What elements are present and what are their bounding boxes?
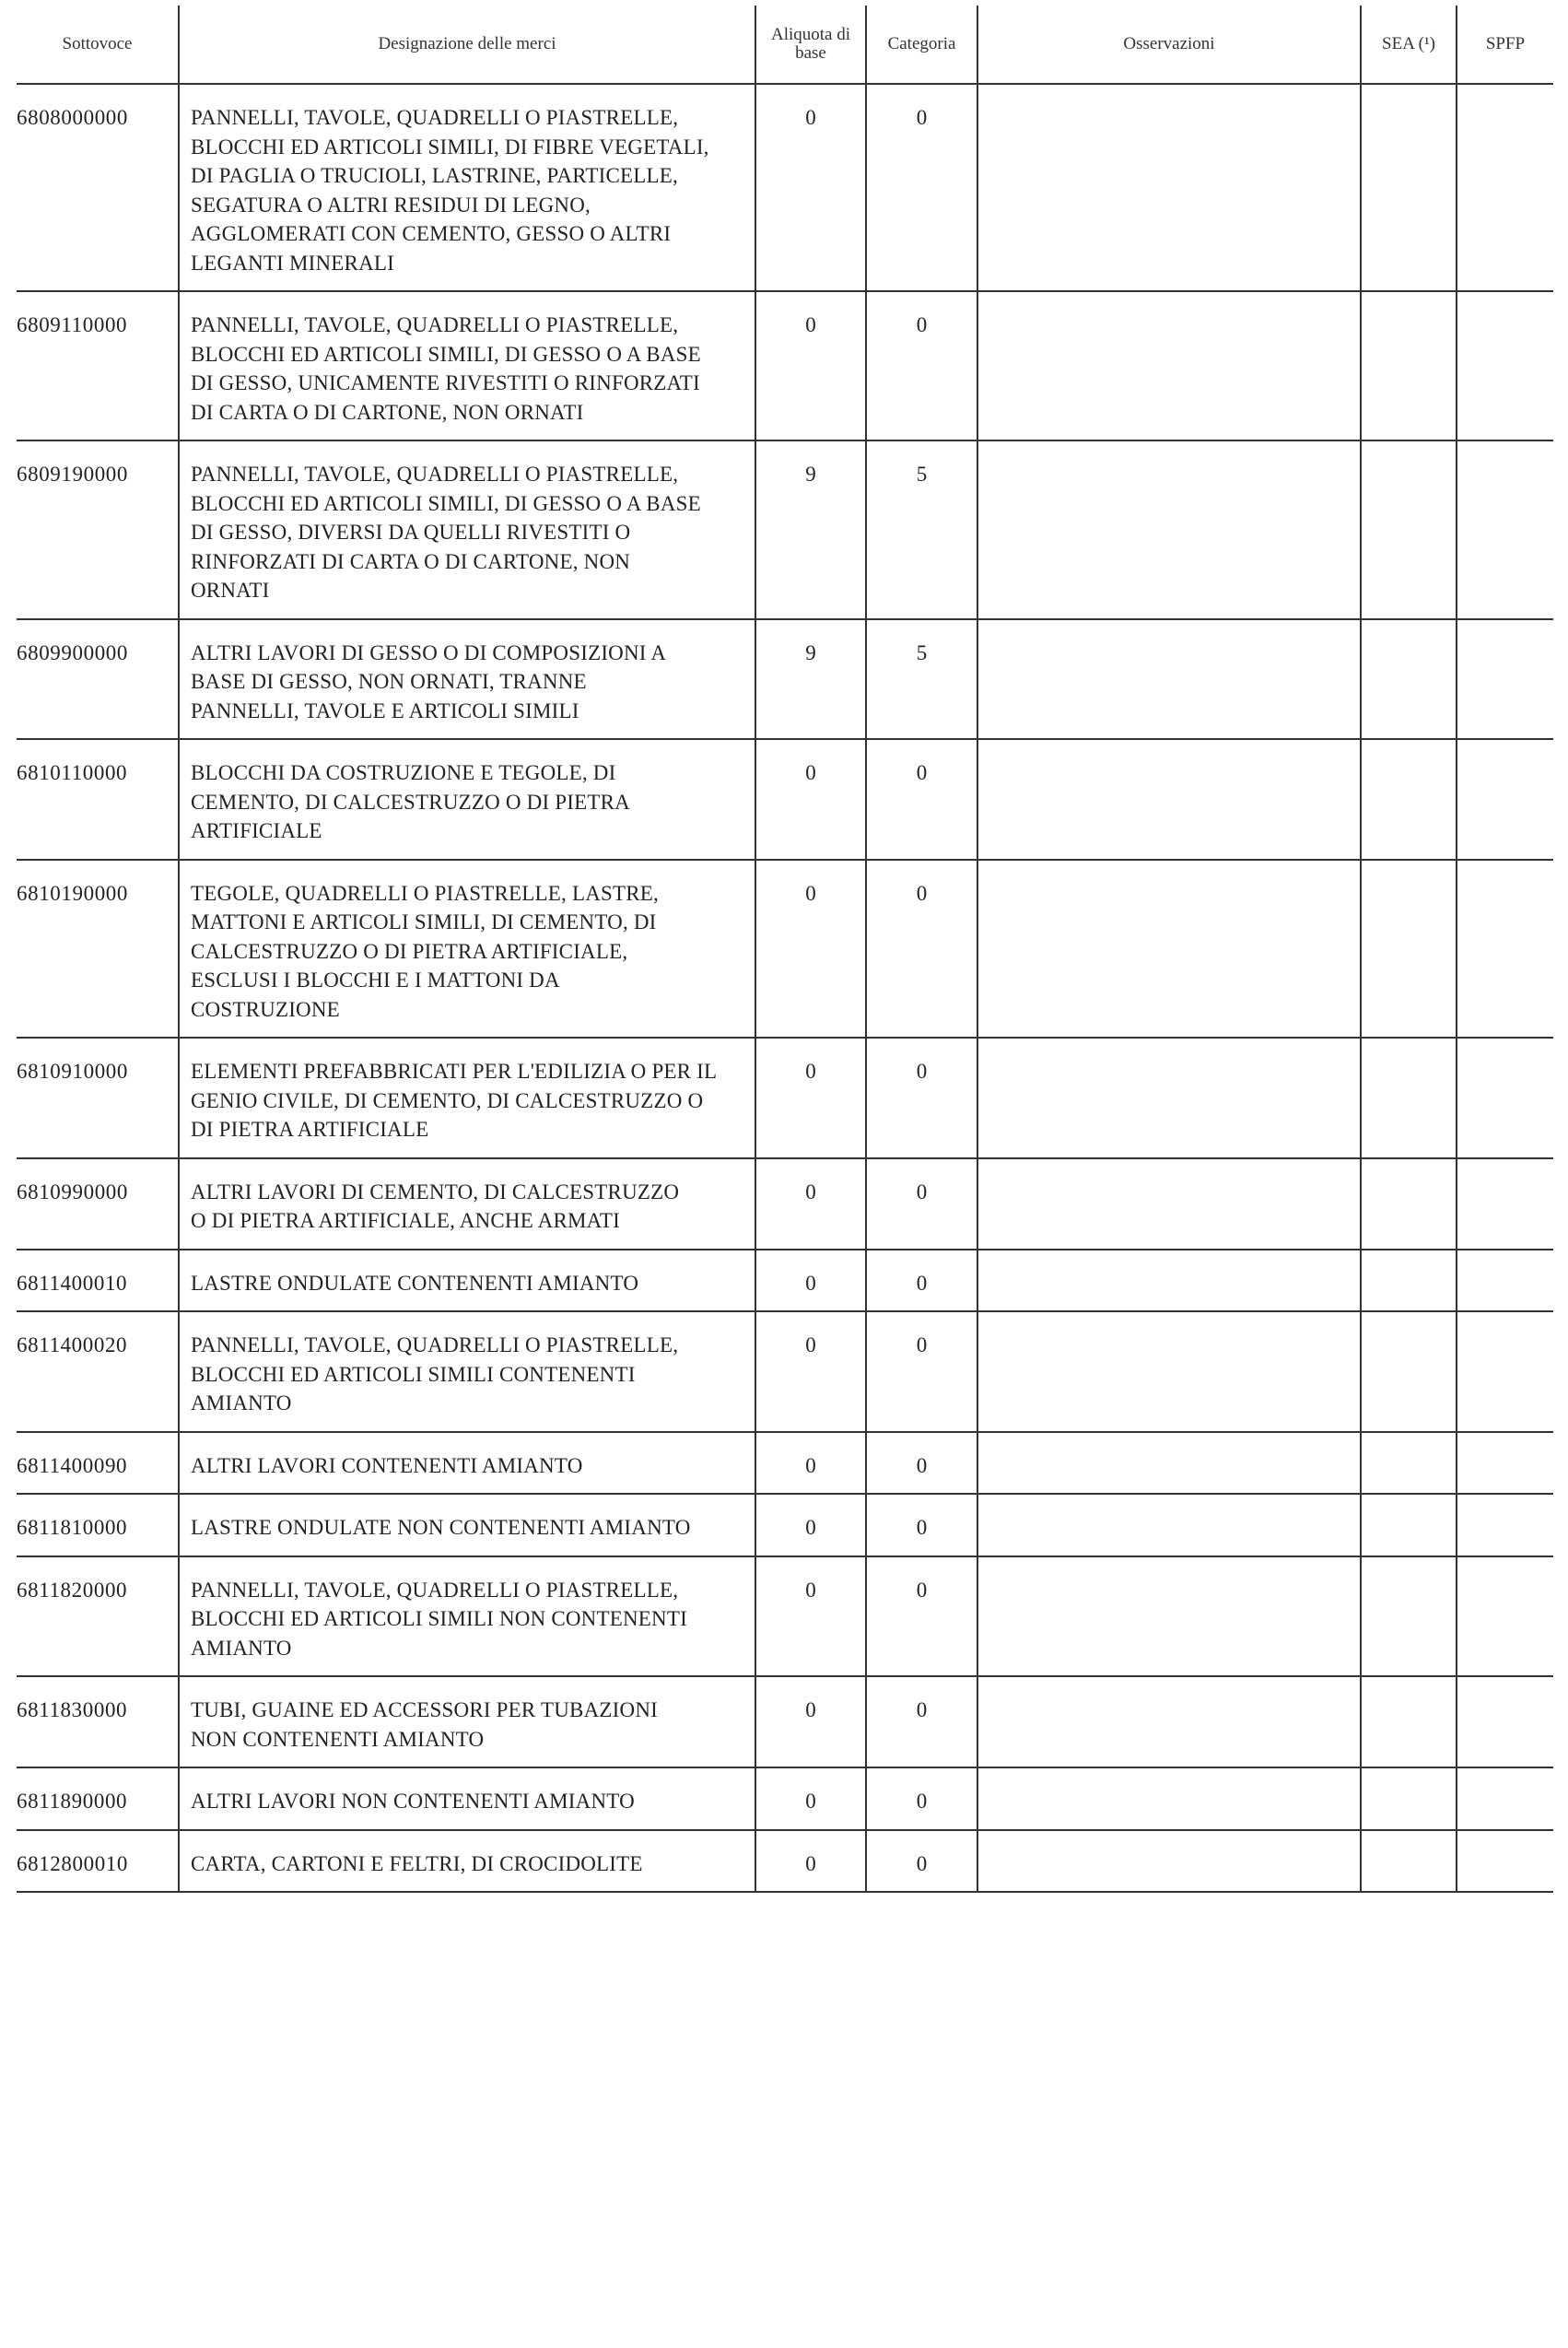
row-spfp — [1457, 1556, 1553, 1677]
description-line: MATTONI E ARTICOLI SIMILI, DI CEMENTO, DI — [191, 910, 657, 933]
row-code: 6811400090 — [17, 1432, 179, 1495]
description-line: DI PIETRA ARTIFICIALE — [191, 1118, 429, 1141]
row-remarks — [977, 440, 1361, 619]
table-row — [17, 1158, 1553, 1250]
description-line: AMIANTO — [191, 1636, 292, 1660]
row-sea — [1361, 619, 1457, 740]
row-spfp — [1457, 1250, 1553, 1312]
header-base-rate-line2: base — [795, 43, 826, 63]
description-line: ESCLUSI I BLOCCHI E I MATTONI DA — [191, 969, 560, 992]
row-spfp — [1457, 619, 1553, 740]
row-category: 0 — [866, 1767, 977, 1830]
row-code: 6809110000 — [17, 291, 179, 440]
row-base-rate: 9 — [755, 440, 866, 619]
row-description — [179, 860, 755, 1039]
description-line: DI CARTA O DI CARTONE, NON ORNATI — [191, 400, 584, 424]
row-category: 0 — [866, 1311, 977, 1432]
description-line: BASE DI GESSO, NON ORNATI, TRANNE — [191, 670, 587, 693]
row-category: 5 — [866, 619, 977, 740]
description-line: COSTRUZIONE — [191, 997, 340, 1021]
table-row — [17, 739, 1553, 860]
row-spfp — [1457, 1676, 1553, 1767]
row-base-rate: 0 — [755, 1494, 866, 1556]
row-spfp — [1457, 1494, 1553, 1556]
table-row — [17, 291, 1553, 440]
row-code: 6810190000 — [17, 860, 179, 1039]
table-row — [17, 1250, 1553, 1312]
description-line: LASTRE ONDULATE CONTENENTI AMIANTO — [191, 1271, 639, 1295]
row-sea — [1361, 84, 1457, 291]
table-row — [17, 1830, 1553, 1893]
table-row — [17, 619, 1553, 740]
row-remarks — [977, 1676, 1361, 1767]
header-sea-label: SEA — [1382, 34, 1414, 53]
row-spfp — [1457, 739, 1553, 860]
row-description — [179, 1158, 755, 1250]
row-code: 6811400010 — [17, 1250, 179, 1312]
row-sea — [1361, 1250, 1457, 1312]
row-spfp — [1457, 1311, 1553, 1432]
row-code: 6810990000 — [17, 1158, 179, 1250]
description-line: BLOCCHI ED ARTICOLI SIMILI, DI GESSO O A BASE — [191, 491, 701, 515]
description-line: GENIO CIVILE, DI CEMENTO, DI CALCESTRUZZO O — [191, 1088, 704, 1112]
row-base-rate: 0 — [755, 1250, 866, 1312]
row-category: 0 — [866, 1432, 977, 1495]
row-category: 0 — [866, 1038, 977, 1158]
description-line: PANNELLI, TAVOLE E ARTICOLI SIMILI — [191, 699, 579, 722]
row-category: 0 — [866, 1158, 977, 1250]
row-spfp — [1457, 440, 1553, 619]
description-line: ARTIFICIALE — [191, 819, 322, 842]
row-spfp — [1457, 1038, 1553, 1158]
description-line: LEGANTI MINERALI — [191, 251, 395, 275]
row-category: 0 — [866, 1250, 977, 1312]
row-sea — [1361, 1676, 1457, 1767]
row-remarks — [977, 1830, 1361, 1893]
tariff-document — [17, 6, 1553, 1893]
row-sea — [1361, 739, 1457, 860]
header-base-rate-line1: Aliquota di — [770, 25, 851, 44]
description-line: ALTRI LAVORI CONTENENTI AMIANTO — [191, 1453, 583, 1477]
tariff-table — [17, 6, 1553, 1893]
description-line: DI GESSO, UNICAMENTE RIVESTITI O RINFORZATI — [191, 371, 700, 394]
row-description — [179, 1676, 755, 1767]
row-base-rate: 0 — [755, 291, 866, 440]
description-line: PANNELLI, TAVOLE, QUADRELLI O PIASTRELLE, — [191, 463, 679, 486]
header-description: Designazione delle merci — [179, 6, 755, 84]
row-description — [179, 291, 755, 440]
description-line: PANNELLI, TAVOLE, QUADRELLI O PIASTRELLE, — [191, 1333, 679, 1356]
row-category: 0 — [866, 1676, 977, 1767]
row-description — [179, 619, 755, 740]
row-sea — [1361, 1494, 1457, 1556]
row-code: 6812800010 — [17, 1830, 179, 1893]
table-row — [17, 1432, 1553, 1495]
table-row — [17, 860, 1553, 1039]
description-line: O DI PIETRA ARTIFICIALE, ANCHE ARMATI — [191, 1209, 621, 1232]
description-line: CEMENTO, DI CALCESTRUZZO O DI PIETRA — [191, 790, 630, 814]
row-sea — [1361, 860, 1457, 1039]
header-sea — [1361, 6, 1457, 84]
row-sea — [1361, 1767, 1457, 1830]
row-category: 0 — [866, 1556, 977, 1677]
row-base-rate: 0 — [755, 1767, 866, 1830]
row-category: 0 — [866, 739, 977, 860]
row-remarks — [977, 739, 1361, 860]
table-row — [17, 1038, 1553, 1158]
row-base-rate: 0 — [755, 1830, 866, 1893]
description-line: SEGATURA O ALTRI RESIDUI DI LEGNO, — [191, 193, 591, 217]
row-base-rate: 0 — [755, 1158, 866, 1250]
description-line: TUBI, GUAINE ED ACCESSORI PER TUBAZIONI — [191, 1698, 658, 1721]
description-line: ELEMENTI PREFABBRICATI PER L'EDILIZIA O PER IL — [191, 1060, 718, 1083]
description-line: AGGLOMERATI CON CEMENTO, GESSO O ALTRI — [191, 222, 672, 245]
row-remarks — [977, 1494, 1361, 1556]
row-description — [179, 1432, 755, 1495]
row-spfp — [1457, 1432, 1553, 1495]
row-description — [179, 1250, 755, 1312]
description-line: DI PAGLIA O TRUCIOLI, LASTRINE, PARTICELLE, — [191, 164, 678, 187]
row-category: 0 — [866, 84, 977, 291]
description-line: NON CONTENENTI AMIANTO — [191, 1727, 485, 1751]
row-sea — [1361, 1311, 1457, 1432]
row-description — [179, 739, 755, 860]
description-line: BLOCCHI ED ARTICOLI SIMILI, DI FIBRE VEGETALI, — [191, 135, 709, 158]
row-base-rate: 0 — [755, 1676, 866, 1767]
description-line: ORNATI — [191, 579, 270, 602]
row-base-rate: 0 — [755, 1432, 866, 1495]
row-sea — [1361, 291, 1457, 440]
row-remarks — [977, 1556, 1361, 1677]
row-sea — [1361, 1038, 1457, 1158]
description-line: ALTRI LAVORI NON CONTENENTI AMIANTO — [191, 1790, 635, 1813]
row-remarks — [977, 1038, 1361, 1158]
description-line: BLOCCHI ED ARTICOLI SIMILI, DI GESSO O A BASE — [191, 342, 701, 366]
description-line: BLOCCHI DA COSTRUZIONE E TEGOLE, DI — [191, 761, 616, 784]
row-base-rate: 0 — [755, 1038, 866, 1158]
row-code: 6810910000 — [17, 1038, 179, 1158]
row-spfp — [1457, 291, 1553, 440]
header-spfp: SPFP — [1457, 6, 1553, 84]
description-line: RINFORZATI DI CARTA O DI CARTONE, NON — [191, 549, 631, 573]
row-category: 0 — [866, 1830, 977, 1893]
row-category: 5 — [866, 440, 977, 619]
row-sea — [1361, 1556, 1457, 1677]
header-category: Categoria — [866, 6, 977, 84]
row-sea — [1361, 1830, 1457, 1893]
row-base-rate: 0 — [755, 739, 866, 860]
row-spfp — [1457, 860, 1553, 1039]
table-row — [17, 1311, 1553, 1432]
row-code: 6810110000 — [17, 739, 179, 860]
row-remarks — [977, 84, 1361, 291]
description-line: ALTRI LAVORI DI CEMENTO, DI CALCESTRUZZO — [191, 1180, 680, 1203]
row-base-rate: 0 — [755, 1556, 866, 1677]
row-description — [179, 1556, 755, 1677]
row-base-rate: 9 — [755, 619, 866, 740]
row-description — [179, 1830, 755, 1893]
description-line: PANNELLI, TAVOLE, QUADRELLI O PIASTRELLE, — [191, 1578, 679, 1602]
row-code: 6811830000 — [17, 1676, 179, 1767]
row-sea — [1361, 1432, 1457, 1495]
row-description — [179, 1311, 755, 1432]
header-code: Sottovoce — [17, 6, 179, 84]
row-base-rate: 0 — [755, 1311, 866, 1432]
header-row — [17, 6, 1553, 84]
header-remarks: Osservazioni — [977, 6, 1361, 84]
row-base-rate: 0 — [755, 860, 866, 1039]
row-spfp — [1457, 1830, 1553, 1893]
row-code: 6809190000 — [17, 440, 179, 619]
table-row — [17, 1556, 1553, 1677]
row-spfp — [1457, 84, 1553, 291]
row-description — [179, 84, 755, 291]
description-line: AMIANTO — [191, 1391, 292, 1415]
table-row — [17, 84, 1553, 291]
row-code: 6811820000 — [17, 1556, 179, 1677]
description-line: TEGOLE, QUADRELLI O PIASTRELLE, LASTRE, — [191, 881, 659, 905]
description-line: BLOCCHI ED ARTICOLI SIMILI NON CONTENENTI — [191, 1607, 687, 1630]
table-header — [17, 6, 1553, 84]
table-row — [17, 1676, 1553, 1767]
header-base-rate — [755, 6, 866, 84]
row-code: 6808000000 — [17, 84, 179, 291]
table-row — [17, 1494, 1553, 1556]
row-category: 0 — [866, 291, 977, 440]
description-line: PANNELLI, TAVOLE, QUADRELLI O PIASTRELLE, — [191, 106, 679, 129]
table-row — [17, 440, 1553, 619]
row-code: 6811810000 — [17, 1494, 179, 1556]
row-category: 0 — [866, 1494, 977, 1556]
description-line: LASTRE ONDULATE NON CONTENENTI AMIANTO — [191, 1516, 691, 1539]
row-sea — [1361, 440, 1457, 619]
row-description — [179, 440, 755, 619]
row-description — [179, 1767, 755, 1830]
description-line: CARTA, CARTONI E FELTRI, DI CROCIDOLITE — [191, 1851, 643, 1875]
row-description — [179, 1038, 755, 1158]
row-remarks — [977, 860, 1361, 1039]
row-spfp — [1457, 1767, 1553, 1830]
table-row — [17, 1767, 1553, 1830]
row-remarks — [977, 1250, 1361, 1312]
description-line: DI GESSO, DIVERSI DA QUELLI RIVESTITI O — [191, 521, 631, 544]
row-sea — [1361, 1158, 1457, 1250]
row-description — [179, 1494, 755, 1556]
row-remarks — [977, 1432, 1361, 1495]
row-remarks — [977, 1158, 1361, 1250]
description-line: CALCESTRUZZO O DI PIETRA ARTIFICIALE, — [191, 939, 628, 963]
header-sea-footnote: (¹) — [1418, 34, 1435, 53]
row-remarks — [977, 291, 1361, 440]
row-code: 6811400020 — [17, 1311, 179, 1432]
row-remarks — [977, 1767, 1361, 1830]
row-category: 0 — [866, 860, 977, 1039]
row-remarks — [977, 1311, 1361, 1432]
description-line: PANNELLI, TAVOLE, QUADRELLI O PIASTRELLE, — [191, 313, 679, 336]
row-spfp — [1457, 1158, 1553, 1250]
description-line: BLOCCHI ED ARTICOLI SIMILI CONTENENTI — [191, 1362, 636, 1386]
row-code: 6811890000 — [17, 1767, 179, 1830]
row-remarks — [977, 619, 1361, 740]
description-line: ALTRI LAVORI DI GESSO O DI COMPOSIZIONI A — [191, 640, 667, 664]
row-base-rate: 0 — [755, 84, 866, 291]
row-code: 6809900000 — [17, 619, 179, 740]
table-body — [17, 84, 1553, 1892]
